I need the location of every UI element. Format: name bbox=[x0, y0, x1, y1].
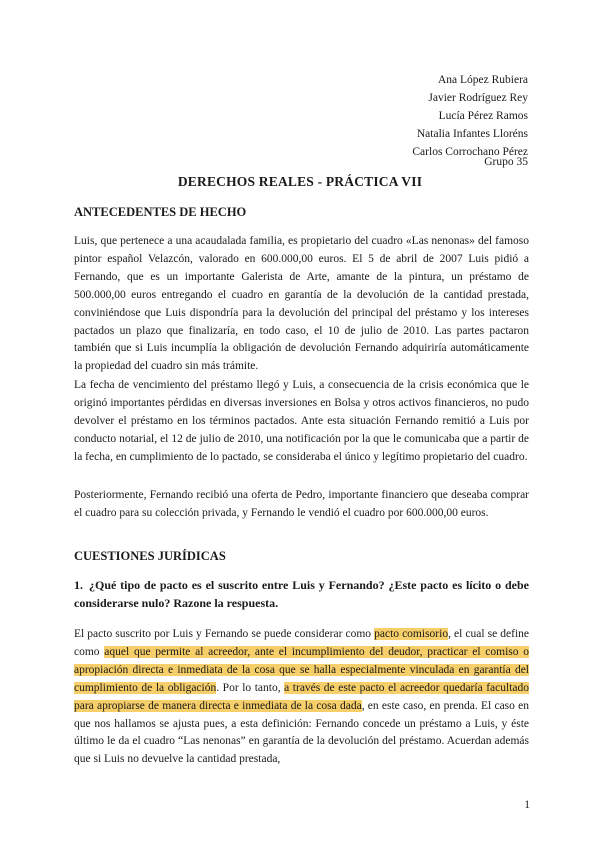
answer-text: . Por lo tanto, bbox=[216, 681, 285, 694]
highlighted-text: a través de este pacto el acreedor quedaría facultado para apropiarse de manera directa e inmediata de la cosa dada bbox=[74, 681, 530, 712]
answer-text: , el cual se define como bbox=[74, 628, 529, 658]
author-name: Carlos Corrochano Pérez bbox=[412, 146, 528, 158]
authors-block bbox=[412, 71, 528, 161]
section-heading-antecedentes: ANTECEDENTES DE HECHO bbox=[74, 205, 247, 219]
question-text: ¿Qué tipo de pacto es el suscrito entre Luis y Fernando? ¿Este pacto es lícito o debe considerarse nulo? Razone la respuesta. bbox=[74, 578, 529, 610]
question-1 bbox=[74, 576, 529, 612]
author-name: Lucía Pérez Ramos bbox=[438, 110, 528, 122]
answer-text: , en este caso, en prenda. El caso en que nos hallamos se ajusta pues, a esta definición: Fernando concede un préstamo a Luis, y éste último le da el cuadro “Las nenonas” en garantía de la devolución del préstamo. Acuerdan además que si Luis no devuelve la cantidad prestada, bbox=[74, 699, 529, 766]
paragraph-2: La fecha de vencimiento del préstamo llegó y Luis, a consecuencia de la crisis económica que le originó importantes pérdidas en diversas inversiones en Bolsa y otros activos financieros, no pudo devolver el préstamo en los términos pactados. Ante esta situación Fernando remitió a Luis por conducto notarial, el 12 de julio de 2010, una notificación por la que le comunicaba que a partir de la fecha, en cumplimiento de lo pactado, se consideraba el único y legítimo propietario del cuadro. bbox=[74, 379, 529, 463]
highlighted-text: aquel que permite al acreedor, ante el incumplimiento del deudor, practicar el comiso o apropiación directa e inmediata de la cosa que se halla especialmente vinculada en garantía del cumplimiento de la obligación bbox=[74, 645, 529, 694]
author-name: Ana López Rubiera bbox=[437, 74, 528, 86]
page-number: 1 bbox=[524, 799, 530, 811]
answer-paragraph bbox=[74, 626, 529, 769]
author-name: Javier Rodríguez Rey bbox=[428, 92, 528, 104]
section-heading-cuestiones: CUESTIONES JURÍDICAS bbox=[74, 549, 226, 563]
author-name: Natalia Infantes Lloréns bbox=[416, 128, 528, 140]
answer-text: El pacto suscrito por Luis y Fernando se puede considerar como bbox=[74, 628, 375, 640]
paragraph-3: Posteriormente, Fernando recibió una oferta de Pedro, importante financiero que deseaba comprar el cuadro para su colección privada, y Fernando le vendió el cuadro por 600.000,00 euros. bbox=[74, 489, 529, 519]
paragraph-1: Luis, que pertenece a una acaudalada familia, es propietario del cuadro «Las nenonas» del famoso pintor español Velazcón, valorado en 600.000,00 euros. El 5 de abril de 2007 Luis pidió a Fernando, que es un importante Galerista de Arte, amante de la pintura, un préstamo de 500.000,00 euros entregando el cuadro en garantía de la devolución de la cantidad prestada, conviniéndose que Luis dispondría para la devolución del principal del préstamo y los intereses pactados un plazo que finalizaría, en todo caso, el 10 de julio de 2010. Las partes pactaron también que si Luis incumplía la obligación de devolución Fernando adquiriría automáticamente la propiedad del cuadro sin más trámite. bbox=[74, 235, 529, 373]
question-number: 1. bbox=[74, 578, 83, 592]
group-label: Grupo 35 bbox=[484, 156, 528, 168]
document-title: DERECHOS REALES - PRÁCTICA VII bbox=[177, 174, 423, 189]
highlighted-text: pacto comisorio bbox=[374, 628, 449, 640]
